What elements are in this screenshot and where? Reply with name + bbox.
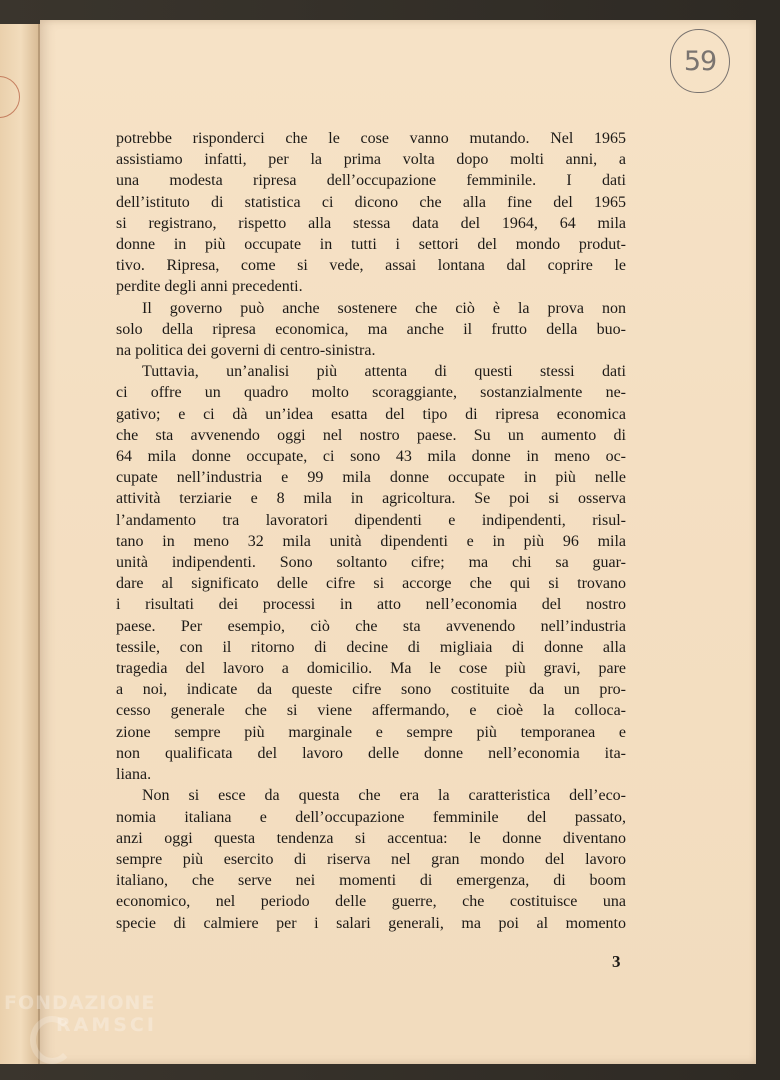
text-line: tragedia del lavoro a domicilio. Ma le cose più gravi, pare [116, 660, 626, 678]
text-line: paese. Per esempio, ciò che sta avvenendo nell’industria [116, 617, 626, 635]
text-line: Non si esce da questa che era la caratteristica dell’eco- [142, 787, 626, 805]
text-line: Il governo può anche sostenere che ciò è la prova non [142, 299, 626, 317]
body-text [116, 128, 626, 934]
foundation-watermark [4, 992, 204, 1036]
text-line: italiano, che serve nei momenti di emergenza, di boom [116, 872, 626, 890]
text-line: assistiamo infatti, per la prima volta dopo molti anni, a [116, 151, 626, 169]
text-line: gativo; e ci dà un’idea esatta del tipo di ripresa economica [116, 405, 626, 423]
document-page [40, 20, 756, 1064]
text-line: attività terziarie e 8 mila in agricoltura. Se poi si osserva [116, 490, 626, 508]
text-line: che sta avvenendo oggi nel nostro paese. Su un aumento di [116, 426, 626, 444]
page-number: 3 [612, 952, 621, 971]
text-line: 64 mila donne occupate, ci sono 43 mila donne in meno oc- [116, 448, 626, 466]
text-line: una modesta ripresa dell’occupazione femminile. I dati [116, 172, 626, 190]
text-line: economico, nel periodo delle guerre, che costituisce una [116, 893, 626, 911]
text-line: perdite degli anni precedenti. [116, 278, 303, 296]
text-line: si registrano, rispetto alla stessa data del 1964, 64 mila [116, 214, 626, 232]
text-line: tessile, con il ritorno di decine di migliaia di donne alla [116, 638, 626, 656]
text-line: cupate nell’industria e 99 mila donne occupate in più nelle [116, 469, 626, 487]
text-line: dare al significato delle cifre si accorge che qui si trovano [116, 575, 626, 593]
paragraph-3 [116, 361, 626, 785]
paragraph-1 [116, 128, 626, 298]
text-line: cesso generale che si viene affermando, e cioè la colloca- [116, 702, 626, 720]
text-line: specie di calmiere per i salari generali, ma poi al momento [116, 914, 626, 932]
text-line: anzi oggi questa tendenza si accentua: le donne diventano [116, 829, 626, 847]
text-line: zione sempre più marginale e sempre più temporanea e [116, 723, 626, 741]
archive-page-stamp-number: 59 [683, 45, 717, 77]
text-line: Tuttavia, un’analisi più attenta di questi stessi dati [142, 363, 626, 381]
watermark-line-2: RAMSCI [56, 1014, 157, 1036]
text-line: na politica dei governi di centro-sinistra. [116, 342, 376, 360]
text-line: l’andamento tra lavoratori dipendenti e indipendenti, risul- [116, 511, 626, 529]
text-line: a noi, indicate da queste cifre sono costituite da un pro- [116, 681, 626, 699]
facing-page-stamp-mark [0, 76, 20, 118]
paragraph-4 [116, 785, 626, 933]
text-line: tano in meno 32 mila unità dipendenti e in più 96 mila [116, 532, 626, 550]
text-line: solo della ripresa economica, ma anche il frutto della buo- [116, 320, 626, 338]
paragraph-2 [116, 298, 626, 362]
facing-page-edge [0, 24, 40, 1064]
text-line: nomia italiana e dell’occupazione femminile del passato, [116, 808, 626, 826]
text-line: ci offre un quadro molto scoraggiante, sostanzialmente ne- [116, 384, 626, 402]
text-line: donne in più occupate in tutti i settori del mondo produt- [116, 236, 626, 254]
text-line: potrebbe risponderci che le cose vanno mutando. Nel 1965 [116, 130, 626, 147]
text-line: sempre più esercito di riserva nel gran mondo del lavoro [116, 850, 626, 868]
text-line: i risultati dei processi in atto nell’economia del nostro [116, 596, 626, 614]
text-line: tivo. Ripresa, come si vede, assai lontana dal coprire le [116, 257, 626, 275]
watermark-line-1: FONDAZIONE [4, 992, 156, 1014]
text-line: non qualificata del lavoro delle donne nell’economia ita- [116, 744, 626, 762]
archive-page-stamp [670, 29, 730, 93]
text-line: unità indipendenti. Sono soltanto cifre; ma chi sa guar- [116, 554, 626, 572]
text-line: liana. [116, 766, 152, 784]
text-line: dell’istituto di statistica ci dicono che alla fine del 1965 [116, 193, 626, 211]
